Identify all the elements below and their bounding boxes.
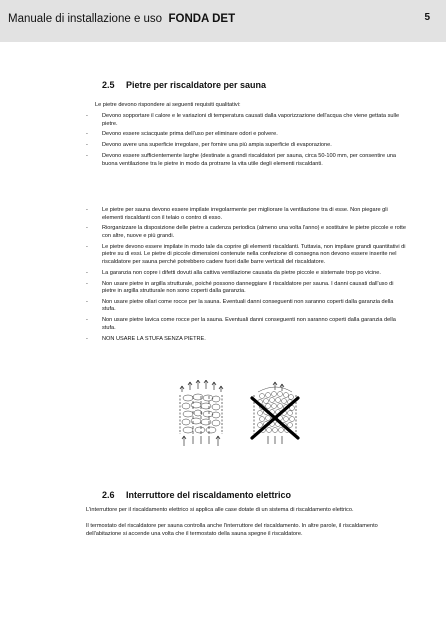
section-number: 2.5	[102, 80, 115, 90]
list-item	[86, 244, 408, 267]
stone-stacking-figure	[176, 380, 302, 448]
bullet-dash: -	[86, 269, 88, 276]
bullet-dash: -	[86, 225, 88, 232]
section-title: Interruttore del riscaldamento elettrico	[126, 490, 292, 500]
section-title: Pietre per riscaldatore per sauna	[126, 80, 267, 90]
list-item-text: La garanzia non copre i difetti dovuti alla cattiva ventilazione causata da pietre piccole e sistemate trop po vicine.	[102, 269, 381, 276]
list-item-text: Devono essere sufficientemente larghe (destinate a grandi riscaldatori per sauna, circa 50-100 mm, per consentire una buona ventilazione tra le pietre in modo da protrarre la vita utile degli elementi riscaldanti.	[102, 153, 397, 167]
instructions-list	[86, 207, 408, 346]
page-number: 5	[424, 12, 430, 23]
electric-switch-paragraph-2: Il termostato del riscaldatore per sauna controlla anche l'interruttore del riscaldamento. In altre parole, il riscaldamento dell'abitazione si accende una volta che il termostato della sauna spegne il riscaldatore.	[86, 523, 378, 537]
bullet-dash: -	[86, 113, 88, 119]
bullet-dash: -	[86, 280, 88, 287]
list-item-text: Devono essere sciacquate prima dell'uso per eliminare odori e polvere.	[102, 131, 278, 138]
list-item-text: NON USARE LA STUFA SENZA PIETRE.	[102, 335, 206, 342]
list-item	[86, 299, 408, 314]
incorrect-stacking-illustration	[254, 382, 296, 444]
list-item	[86, 281, 408, 296]
bullet-dash: -	[86, 298, 88, 305]
bullet-dash: -	[86, 335, 88, 342]
bullet-dash: -	[86, 142, 88, 149]
list-item	[86, 270, 408, 278]
document-title	[8, 13, 235, 25]
list-item-text: Non usare pietre ollari come rocce per la sauna. Eventuali danni conseguenti non saranno coperti dalla garanzia della stufa.	[102, 298, 394, 313]
bullet-dash: -	[86, 317, 88, 324]
list-item-text: Non usare pietre lavica come rocce per la sauna. Eventuali danni conseguenti non saranno coperti dalla garanzia della stufa.	[102, 317, 396, 331]
list-item	[86, 207, 408, 222]
requirements-intro: Le pietre devono rispondere ai seguenti requisiti qualitativi:	[95, 102, 241, 108]
list-item-text: Le pietre devono essere impilate in modo tale da coprire gli elementi riscaldanti. Tuttavia, non impilare grandi quantitativi di pietre su di essi. Le pietre di piccole dimensioni contenute nella confezione di consegna non devono essere inserite nel riscaldatore per sauna perché potrebbero cadere fuori dalle barre verticali del riscaldatore.	[102, 243, 406, 265]
document-title-product: FONDA DET	[168, 13, 236, 25]
list-item-text: Devono sopportare il calore e le variazioni di temperatura causati dalla vaporizzazione dell'acqua che viene gettata sulle pietre.	[102, 113, 400, 127]
section-2-5-heading	[102, 80, 266, 90]
requirements-list	[86, 113, 408, 172]
electric-switch-paragraph-1: L'interruttore per il riscaldamento elettrico si applica alle case dotate di un sistema di riscaldamento elettrico.	[86, 507, 354, 513]
list-item	[86, 131, 408, 139]
page-header	[0, 0, 446, 42]
section-2-6-heading	[102, 490, 291, 500]
section-number: 2.6	[102, 490, 115, 500]
bullet-dash: -	[86, 207, 88, 213]
list-item-text: Non usare pietre in argilla strutturale, poiché possono danneggiare il riscaldatore per sauna. I danni causati dall'uso di pietre in argilla strutturale non sono coperti dalla garanzia.	[102, 280, 394, 295]
list-item	[86, 113, 408, 128]
bullet-dash: -	[86, 131, 88, 138]
list-item	[86, 225, 408, 240]
list-item-text: Devono avere una superficie irregolare, per fornire una più ampia superficie di evaporazione.	[102, 142, 332, 149]
bullet-dash: -	[86, 153, 88, 160]
list-item	[86, 142, 408, 150]
document-title-prefix: Manuale di installazione e uso	[8, 13, 163, 25]
list-item	[86, 317, 408, 332]
cross-mark-icon	[252, 398, 298, 438]
list-item-text: Riorganizzare la disposizione delle pietre a cadenza periodica (almeno una volta l'anno) e sostituire le pietre piccole e rotte con altre, nuove e più grandi.	[102, 225, 406, 239]
list-item-text: Le pietre per sauna devono essere impilate irregolarmente per migliorare la ventilazione tra di esse. Non piegare gli elementi riscaldanti con il telaio o contro di esso.	[102, 207, 388, 221]
list-item	[86, 153, 408, 168]
correct-stacking-illustration	[180, 380, 223, 446]
list-item	[86, 336, 408, 344]
bullet-dash: -	[86, 243, 88, 250]
